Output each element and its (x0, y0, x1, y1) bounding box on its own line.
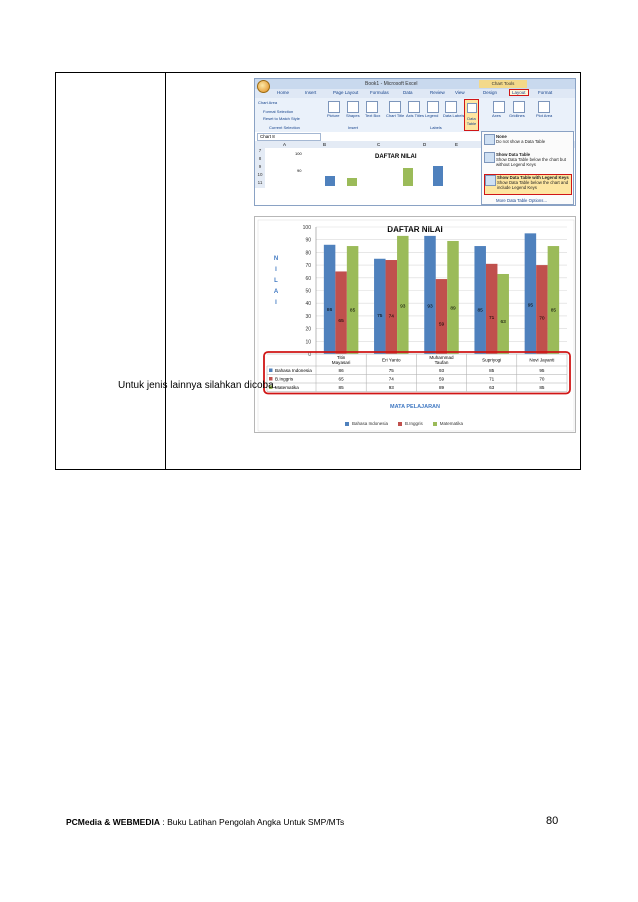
column-header[interactable]: C (377, 142, 381, 147)
y-tick-label: 90 (305, 237, 311, 244)
caption-text: Untuk jenis lainnya silahkan dicoba. (118, 380, 277, 391)
table-icon (484, 152, 495, 163)
data-table-dropdown (481, 131, 574, 205)
bar (374, 259, 386, 354)
data-table-icon (467, 103, 477, 113)
picture-icon[interactable] (328, 101, 340, 113)
data-table-label: Data Table (466, 116, 477, 126)
legend-swatch (433, 422, 437, 426)
data-label: 85 (550, 308, 557, 314)
column-header[interactable]: E (455, 142, 459, 147)
chart-title: DAFTAR NILAI (387, 225, 443, 234)
y-tick-label: 100 (302, 225, 311, 231)
y-axis-title-letter: N (273, 256, 279, 262)
row-number[interactable]: 11 (255, 180, 265, 188)
table-cell: 75 (388, 368, 394, 373)
y-axis-title-letter: A (273, 289, 279, 295)
tab-review[interactable]: Review (430, 90, 445, 95)
data-label: 63 (500, 320, 506, 326)
plot-area-label: Plot Area (536, 113, 553, 118)
data-labels-label: Data Labels (443, 113, 465, 118)
x-axis-title: MATA PELAJARAN (389, 404, 440, 410)
y-tick-label: 20 (305, 326, 311, 333)
data-label: 59 (438, 322, 445, 328)
name-box[interactable]: Chart 8 (257, 133, 321, 141)
legend-item (433, 421, 463, 426)
bar (474, 246, 486, 354)
y-tick-label: 10 (305, 339, 311, 346)
bar (397, 236, 409, 354)
bar (335, 271, 347, 354)
preview-bar (347, 178, 357, 186)
gridlines-label: Gridlines (509, 113, 525, 118)
bar (324, 245, 336, 354)
menu-item-show-data-table-legend[interactable] (484, 174, 572, 195)
group-label-labels: Labels (430, 125, 442, 130)
data-label: 65 (338, 319, 344, 325)
table-cell: 63 (489, 385, 495, 390)
chart-tools-label: Chart Tools (479, 80, 527, 88)
table-cell: 65 (338, 376, 344, 382)
menu-item-title: Show Data Table (496, 152, 531, 157)
row-number[interactable]: 8 (255, 156, 265, 164)
chart-title-icon[interactable] (389, 101, 401, 113)
category-label: Supriyogi (482, 357, 502, 363)
axes-icon[interactable] (493, 101, 505, 113)
bar (497, 274, 509, 354)
column-header[interactable]: B (323, 142, 327, 147)
group-label-insert: Insert (348, 125, 359, 130)
series-name: Matematika (275, 385, 299, 390)
row-number[interactable]: 10 (255, 172, 265, 180)
tab-data[interactable]: Data (403, 90, 413, 95)
reset-style-button[interactable]: Reset to Match Style (263, 116, 300, 121)
table-cell: 95 (539, 368, 545, 373)
menu-item-title: Show Data Table with Legend Keys (497, 175, 569, 180)
preview-tick-100: 100 (295, 151, 302, 156)
y-axis-title-letter: L (274, 278, 278, 284)
table-cell: 59 (438, 376, 445, 382)
menu-item-desc: Show Data Table below the chart but without Legend Keys (496, 157, 566, 167)
series-name: B.Inggris (275, 376, 294, 382)
bar (548, 246, 560, 354)
y-tick-label: 50 (305, 288, 311, 295)
data-label: 95 (527, 303, 534, 309)
legend-label: B.Inggris (405, 421, 423, 426)
table-legend-icon (485, 175, 496, 186)
bar (525, 233, 537, 354)
data-label: 93 (427, 304, 433, 310)
axes-label: Axes (492, 113, 501, 118)
preview-tick-90: 90 (297, 168, 302, 173)
ribbon-tabs (255, 89, 575, 98)
menu-item-none[interactable] (484, 134, 572, 150)
chart-legend (345, 421, 473, 426)
category-label: Titin Mayasari (331, 355, 351, 365)
legend-label: Bahasa Indonesia (352, 421, 389, 426)
shapes-icon[interactable] (347, 101, 359, 113)
column-header[interactable]: D (423, 142, 427, 147)
shapes-label: Shapes (346, 113, 360, 118)
menu-item-show-data-table[interactable] (484, 152, 572, 172)
legend-item (345, 421, 388, 426)
bar (424, 236, 436, 354)
table-cell: 89 (438, 385, 445, 390)
chart-title-label: Chart Title (386, 113, 405, 118)
category-label: Muhammad Taufan (429, 355, 454, 365)
format-selection-button[interactable]: Format Selection (263, 109, 294, 114)
data-label: 93 (400, 304, 406, 310)
legend-item (398, 421, 423, 426)
tab-formulas[interactable]: Formulas (370, 90, 389, 95)
column-header[interactable]: A (283, 142, 287, 147)
legend-key (269, 369, 273, 373)
row-number[interactable]: 7 (255, 148, 265, 156)
y-tick-label: 60 (305, 275, 311, 282)
legend-swatch (398, 422, 402, 426)
data-label: 85 (477, 308, 483, 314)
more-options-link[interactable]: More Data Table Options... (496, 198, 548, 203)
menu-item-title: None (496, 134, 507, 139)
data-table-button[interactable] (464, 99, 479, 131)
group-label-current-selection: Current Selection (269, 125, 300, 130)
y-tick-label: 0 (308, 352, 311, 358)
preview-bar (325, 176, 335, 186)
ribbon (255, 98, 575, 133)
axis-titles-icon[interactable] (408, 101, 420, 113)
table-cell: 86 (338, 368, 344, 373)
y-tick-label: 30 (305, 313, 311, 320)
series-name: Bahasa Indonesia (275, 368, 312, 373)
y-axis-title-letter: I (275, 267, 277, 273)
data-label: 75 (377, 313, 383, 319)
axis-titles-label: Axis Titles (406, 113, 425, 118)
table-cell: 85 (489, 368, 495, 373)
y-tick-label: 80 (305, 250, 311, 257)
table-cell: 85 (539, 385, 545, 390)
tab-home[interactable]: Home (277, 90, 290, 95)
row-number[interactable]: 9 (255, 164, 265, 172)
table-cell: 71 (489, 376, 495, 382)
bar (347, 246, 359, 354)
legend-label: Legend (425, 113, 439, 118)
menu-item-desc: Show Data Table below the chart and include Legend Keys (497, 180, 569, 190)
tab-format[interactable]: Format (538, 90, 553, 95)
bar (447, 241, 459, 354)
category-label: Novi Jayanti (529, 357, 555, 363)
data-labels-icon[interactable] (445, 101, 457, 113)
table-none-icon (484, 134, 495, 145)
footer-text (66, 817, 344, 827)
category-label: Eri Yanto (382, 357, 401, 363)
chart-svg (255, 217, 577, 434)
bar (436, 279, 448, 354)
text-box-label: Text Box (365, 113, 381, 118)
excel-window-title: Book1 - Microsoft Excel (365, 81, 418, 87)
table-cell: 93 (388, 385, 394, 390)
y-tick-label: 40 (305, 301, 311, 308)
excel-screenshot (254, 78, 576, 206)
y-tick-label: 70 (305, 263, 311, 270)
plot-area-icon[interactable] (538, 101, 550, 113)
tab-layout[interactable]: Layout (509, 89, 529, 96)
table-cell: 70 (539, 376, 545, 382)
picture-label: Picture (327, 113, 340, 118)
data-label: 70 (539, 316, 545, 322)
tab-page-layout[interactable]: Page Layout (333, 90, 359, 95)
preview-chart-title: DAFTAR NILAI (375, 154, 417, 160)
y-axis-title-letter: I (275, 300, 277, 306)
chart-area-select[interactable]: Chart Area (258, 100, 278, 105)
legend-swatch (345, 422, 349, 426)
table-cell: 93 (438, 368, 445, 373)
bar (386, 260, 398, 354)
legend-icon[interactable] (427, 101, 439, 113)
page-number: 80 (546, 815, 559, 827)
bar (536, 265, 548, 354)
tab-view[interactable]: View (455, 90, 465, 95)
table-cell: 85 (338, 385, 344, 390)
data-label: 71 (489, 316, 495, 322)
excel-title-bar (255, 79, 575, 89)
data-label: 86 (326, 308, 333, 314)
legend-label: Matematika (439, 421, 464, 426)
data-label: 85 (349, 308, 356, 314)
table-cell: 74 (388, 376, 394, 382)
menu-item-desc: Do not show a Data Table (496, 139, 546, 144)
footer-subtitle: : Buku Latihan Pengolah Angka Untuk SMP/MTs (159, 817, 345, 827)
data-label: 74 (388, 314, 394, 320)
preview-bar (433, 166, 443, 186)
gridlines-icon[interactable] (513, 101, 525, 113)
preview-bar (403, 168, 413, 186)
footer-brand: PCMedia & WEBMEDIA (66, 817, 160, 827)
data-label: 89 (450, 306, 456, 312)
bar (486, 264, 498, 354)
text-box-icon[interactable] (366, 101, 378, 113)
tab-insert[interactable]: Insert (305, 90, 317, 95)
tab-design[interactable]: Design (483, 90, 498, 95)
chart-screenshot (254, 216, 576, 433)
table-left-cell (56, 73, 166, 469)
